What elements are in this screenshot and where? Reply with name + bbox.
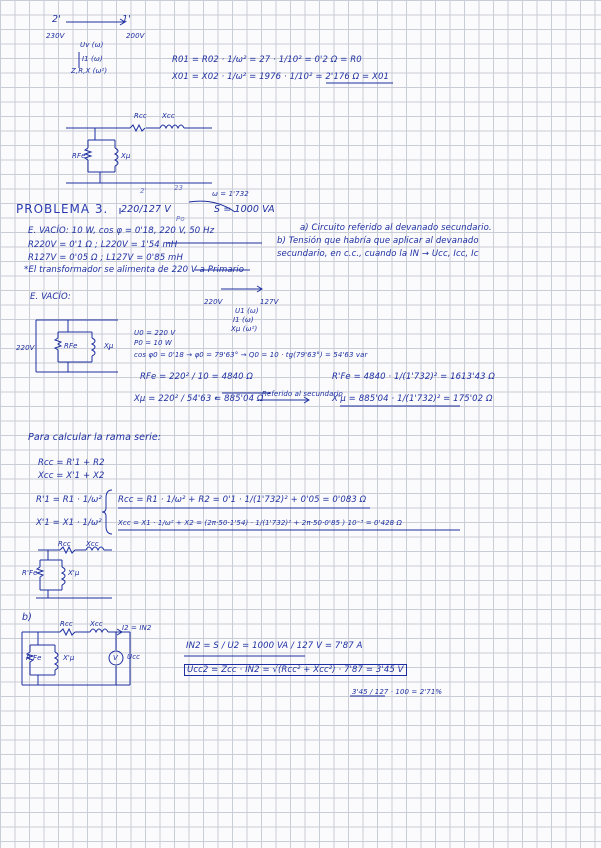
vacio-xmu-eq: Xμ = 220² / 54'63 = 885'04 Ω bbox=[134, 394, 264, 404]
vacio-rfe-prime: R'Fe = 4840 · 1/(1'732)² = 1613'43 Ω bbox=[332, 372, 496, 382]
data-note: *El transformador se alimenta de 220 V a Primario bbox=[24, 265, 245, 275]
vacio-circuit-xmu: Xμ bbox=[104, 342, 114, 350]
vacio-p0: P0 = 10 W bbox=[134, 339, 172, 347]
vacio-v1: 220V bbox=[204, 298, 223, 306]
problem-ann-3: ω = 1'732 bbox=[212, 190, 249, 198]
circuit-1 bbox=[66, 125, 212, 183]
eq-x01: X01 = X02 · 1/ω² = 1976 · 1/10² = 2'176 Ω = X01 bbox=[172, 72, 390, 82]
vacio-u0: U0 = 220 V bbox=[134, 329, 176, 337]
prime-1: 1' bbox=[122, 14, 131, 25]
eq-r01: R01 = R02 · 1/ω² = 27 · 1/10² = 0'2 Ω = R0 bbox=[172, 55, 362, 65]
serie-c-rfe: R'Fe bbox=[22, 569, 38, 577]
partb-voltmeter: V bbox=[113, 654, 118, 662]
c1-rfe-label: RFe bbox=[72, 152, 86, 160]
vacio-i-label: I1 (ω) bbox=[233, 316, 254, 324]
serie-c-xmu: X'μ bbox=[68, 569, 80, 577]
uu-label: Uv (ω) bbox=[80, 41, 104, 49]
vacio-u-label: U1 (ω) bbox=[235, 307, 259, 315]
prime-2: 2' bbox=[52, 14, 61, 25]
problem-title: PROBLEMA 3. bbox=[16, 202, 109, 216]
vacio-arrow-label: Referido al secundario bbox=[262, 390, 343, 398]
question-b-1: b) Tensión que habría que aplicar al devanado bbox=[277, 236, 479, 246]
serie-brace bbox=[102, 490, 112, 534]
vacio-x-label: Xμ (ω²) bbox=[231, 325, 258, 333]
serie-xcc-calc: Xcc = X1 · 1/ω² + X2 = (2π·50·1'54) · 1/(1'732)² + 2π·50·0'85 ) 10⁻³ = 0'428 Ω bbox=[118, 519, 403, 527]
data-220: R220V = 0'1 Ω ; L220V = 1'54 mH bbox=[28, 240, 178, 250]
vacio-title: E. VACÍO: bbox=[30, 292, 71, 302]
voltage-left: 230V bbox=[46, 32, 65, 40]
serie-x1p: X'1 = X1 · 1/ω² bbox=[36, 518, 102, 528]
partb-current: I2 = IN2 bbox=[122, 624, 152, 632]
zrx-label: Z,R,X (ω²) bbox=[71, 67, 108, 75]
data-127: R127V = 0'05 Ω ; L127V = 0'85 mH bbox=[28, 253, 183, 263]
vacio-circuit-v: 220V bbox=[16, 344, 35, 352]
serie-c-xcc: Xcc bbox=[86, 540, 99, 548]
partb-tag: b) bbox=[22, 612, 32, 623]
serie-rcc: Rcc = R'1 + R2 bbox=[38, 458, 105, 468]
problem-ann-2: 23 bbox=[174, 184, 184, 192]
voltage-right: 200V bbox=[126, 32, 145, 40]
problem-ratio: 220/127 V bbox=[121, 204, 171, 215]
problem-ann-1: 2' bbox=[140, 187, 147, 195]
problem-ann-4: Po bbox=[176, 215, 185, 223]
serie-r1p: R'1 = R1 · 1/ω² bbox=[36, 495, 102, 505]
question-b-2: secundario, en c.c., cuando la IN → Ucc, Icc, Ic bbox=[277, 249, 479, 259]
problem-s: S = 1000 VA bbox=[214, 204, 275, 215]
c1-rcc-label: Rcc bbox=[134, 112, 147, 120]
vacio-rfe-eq: RFe = 220² / 10 = 4840 Ω bbox=[140, 372, 254, 382]
question-a: a) Circuito referido al devanado secundario. bbox=[300, 223, 492, 233]
c1-xmu-label: Xμ bbox=[121, 152, 131, 160]
partb-ucc: Ucc bbox=[127, 653, 141, 661]
partb-percentage: 3'45 / 127 · 100 = 2'71% bbox=[352, 688, 443, 696]
serie-xcc: Xcc = X'1 + X2 bbox=[38, 471, 105, 481]
data-vacio: E. VACÍO: 10 W, cos φ = 0'18, 220 V, 50 Hz bbox=[28, 226, 215, 236]
serie-rcc-calc: Rcc = R1 · 1/ω² + R2 = 0'1 · 1/(1'732)² + 0'05 = 0'083 Ω bbox=[118, 495, 367, 505]
partb-rfe: R'Fe bbox=[26, 654, 42, 662]
serie-c-rcc: Rcc bbox=[58, 540, 71, 548]
vacio-circuit-rfe: RFe bbox=[64, 342, 78, 350]
ii-label: I1 (ω) bbox=[82, 55, 103, 63]
vacio-q0: cos φ0 = 0'18 → φ0 = 79'63° → Q0 = 10 · tg(79'63°) = 54'63 var bbox=[134, 351, 368, 359]
vacio-v2: 127V bbox=[260, 298, 279, 306]
partb-in-eq: IN2 = S / U2 = 1000 VA / 127 V = 7'87 A bbox=[186, 641, 363, 651]
partb-rcc: Rcc bbox=[60, 620, 73, 628]
vacio-xmu-prime: X'μ = 885'04 · 1/(1'732)² = 175'02 Ω bbox=[332, 394, 493, 404]
c1-xcc-label: Xcc bbox=[162, 112, 175, 120]
partb-ucc-eq: Ucc2 = Zcc · IN2 = √(Rcc² + Xcc²) · 7'87 = 3'45 V bbox=[184, 664, 407, 676]
partb-xcc: Xcc bbox=[90, 620, 103, 628]
partb-xmu: X'μ bbox=[63, 654, 75, 662]
serie-title: Para calcular la rama serie: bbox=[28, 432, 162, 443]
